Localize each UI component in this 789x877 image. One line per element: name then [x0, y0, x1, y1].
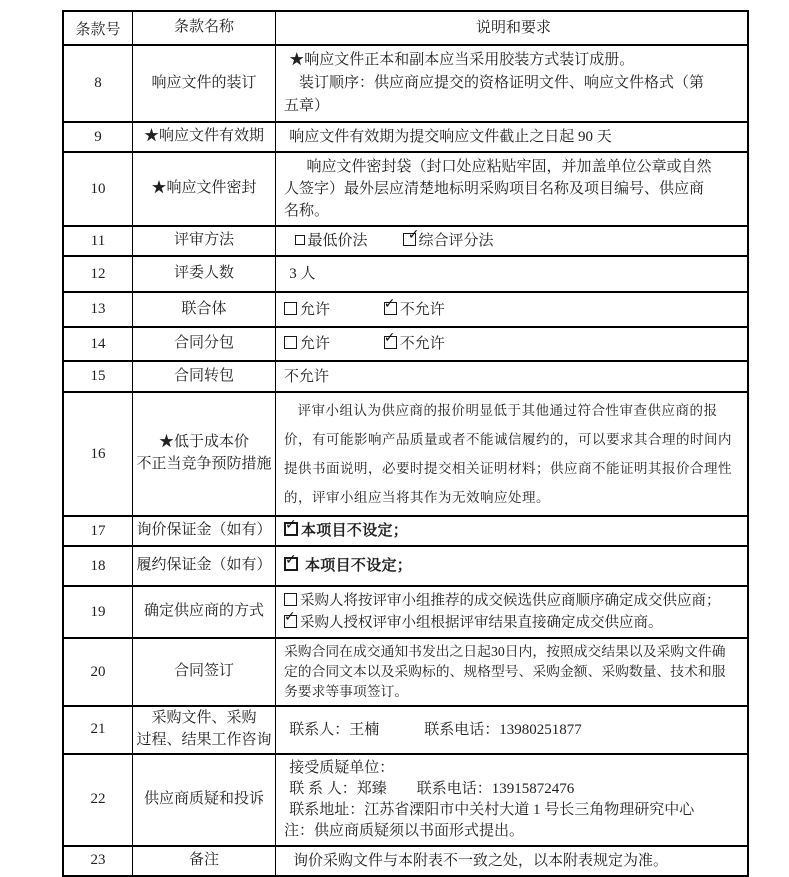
desc-line: 响应文件有效期为提交响应文件截止之日起 90 天 — [289, 129, 612, 145]
clause-number: 22 — [63, 754, 133, 846]
clause-number: 12 — [63, 256, 133, 292]
clause-number: 15 — [63, 361, 133, 392]
option-label: 不允许 — [399, 336, 445, 352]
desc-line: 务要求等事项签订。 — [284, 684, 409, 699]
clause-name-line: ★响应文件有效期 — [143, 128, 264, 145]
table-row — [63, 516, 748, 546]
table-row — [63, 152, 748, 226]
clause-name-line: ★响应文件密封 — [151, 180, 257, 197]
table-row — [63, 754, 748, 846]
option-not-set — [284, 552, 413, 577]
header-clause-desc: 说明和要求 — [276, 11, 749, 45]
table-row — [63, 586, 748, 638]
option-not-set — [284, 517, 409, 542]
desc-line: 联系地址：江苏省溧阳市中关村大道 1 号长三角物理研究中心 — [289, 801, 695, 818]
clause-description — [276, 638, 749, 706]
clause-description — [276, 846, 749, 876]
clause-name-line: 合同分包 — [173, 335, 234, 352]
clause-name-line: 采购文件、采购 — [151, 710, 257, 726]
table-row — [63, 45, 748, 122]
table-row — [63, 706, 748, 754]
checkbox-checked-icon: ✓ — [384, 302, 397, 315]
option-label: 本项目不设定； — [301, 522, 409, 539]
clause-number: 16 — [63, 392, 133, 516]
desc-line: 接受质疑单位： — [289, 759, 395, 776]
clause-number: 11 — [63, 226, 133, 256]
clause-name — [133, 638, 276, 706]
option-label: 最低价法 — [307, 233, 368, 249]
option-label: 不允许 — [399, 301, 445, 318]
option-lowest-price — [289, 230, 367, 252]
clause-name — [133, 586, 276, 638]
desc-line: 价，有可能影响产品质量或者不能诚信履约的，可以要求其合理的时间内 — [284, 432, 732, 447]
clause-number: 14 — [63, 327, 133, 361]
clause-name — [133, 392, 276, 516]
desc-line: 装订顺序：供应商应提交的资格证明文件、响应文件格式（第 — [299, 75, 705, 91]
checkbox-checked-icon: ✓ — [284, 557, 298, 571]
clause-name-line: 不正当竞争预防措施 — [136, 456, 272, 472]
checkbox-unchecked-icon — [284, 302, 297, 315]
option-label: 采购人授权评审小组根据评审结果直接确定成交供应商。 — [300, 615, 663, 631]
checkbox-checked-icon: ✓ — [384, 336, 397, 349]
desc-line: 人签字）最外层应清楚地标明采购项目名称及项目编号、供应商 — [284, 181, 705, 197]
desc-line: ★响应文件正本和副本应当采用胶装方式装订成册。 — [289, 52, 635, 68]
clause-name-line: 过程、结果工作咨询 — [136, 731, 272, 748]
clause-name-line: 供应商质疑和投诉 — [143, 790, 264, 807]
table-row — [63, 546, 748, 586]
option-label: 允许 — [300, 336, 331, 352]
checkbox-unchecked-icon — [295, 235, 305, 245]
clause-name — [133, 546, 276, 586]
desc-line: 询价采购文件与本附表不一致之处，以本附表规定为准。 — [293, 852, 669, 869]
clause-name-line: 联合体 — [181, 300, 227, 317]
option-allowed — [284, 333, 330, 355]
desc-line: 3 人 — [289, 266, 316, 282]
clause-description — [276, 361, 749, 392]
clause-description — [276, 706, 749, 754]
clause-description — [276, 256, 749, 292]
checkbox-checked-icon: ✓ — [284, 522, 298, 536]
clause-name-line: 履约保证金（如有） — [136, 557, 272, 574]
clause-description — [276, 392, 749, 516]
table-row — [63, 122, 748, 152]
header-clause-no: 条款号 — [63, 11, 133, 45]
clause-name — [133, 152, 276, 226]
clause-number: 8 — [63, 45, 133, 122]
desc-line: 评审小组认为供应商的报价明显低于其他通过符合性审查供应商的报 — [297, 403, 718, 418]
clause-name-line: 确定供应商的方式 — [143, 603, 264, 620]
clause-description — [276, 327, 749, 361]
clause-name — [133, 754, 276, 846]
clause-name — [133, 122, 276, 152]
clause-number: 20 — [63, 638, 133, 706]
clause-name-line: 合同签订 — [173, 663, 234, 680]
clause-description — [276, 122, 749, 152]
table-row — [63, 327, 748, 361]
clause-name — [133, 361, 276, 392]
table-row — [63, 846, 748, 876]
desc-line: 提供书面说明，必要时提交相关证明材料；供应商不能证明其报价合理性 — [284, 461, 732, 476]
clause-name — [133, 846, 276, 876]
clause-name — [133, 226, 276, 256]
clause-description — [276, 586, 749, 638]
table-row — [63, 256, 748, 292]
table-row — [63, 638, 748, 706]
desc-line: 名称。 — [284, 203, 330, 219]
clause-name — [133, 327, 276, 361]
clause-name — [133, 256, 276, 292]
checkbox-checked-icon: ✓ — [284, 615, 297, 628]
clause-name-line: 响应文件的装订 — [151, 74, 257, 91]
desc-line: 采购合同在成交通知书发出之日起30日内，按照成交结果以及采购文件确 — [284, 644, 726, 659]
option-label: 允许 — [300, 301, 331, 318]
header-clause-name: 条款名称 — [133, 11, 276, 45]
option-not-allowed — [383, 295, 445, 321]
clause-number: 9 — [63, 122, 133, 152]
checkbox-checked-icon: ✓ — [403, 233, 416, 246]
clause-name — [133, 706, 276, 754]
desc-line: 的，评审小组应当将其作为无效响应处理。 — [284, 490, 550, 505]
table-row — [63, 292, 748, 327]
option-authorized-direct — [284, 609, 743, 634]
table-row — [63, 226, 748, 256]
desc-line: 注：供应商质疑须以书面形式提出。 — [284, 822, 525, 839]
desc-line: 不允许 — [284, 368, 330, 385]
desc-line: 定的合同文本以及采购标的、规格型号、采购金额、采购数量、技术和服 — [284, 664, 726, 679]
clause-name-line: 询价保证金（如有） — [136, 522, 272, 539]
desc-line: 响应文件密封袋（封口处应粘贴牢固，并加盖单位公章或自然 — [306, 159, 712, 175]
clause-description — [276, 292, 749, 327]
clause-description — [276, 754, 749, 846]
clause-description — [276, 226, 749, 256]
clause-description — [276, 546, 749, 586]
table-row — [63, 361, 748, 392]
clause-name-line: 备注 — [188, 851, 219, 868]
clause-name — [133, 292, 276, 327]
option-label: 综合评分法 — [418, 233, 494, 249]
checkbox-unchecked-icon — [284, 593, 297, 606]
option-line — [284, 517, 743, 542]
clause-name-line: 评委人数 — [173, 265, 234, 282]
option-not-allowed — [383, 330, 445, 355]
clause-description — [276, 45, 749, 122]
desc-line: 联 系 人：郑臻 联系电话：13915872476 — [289, 780, 575, 797]
table-header-row — [63, 11, 748, 45]
clause-number: 13 — [63, 292, 133, 327]
option-line — [284, 227, 743, 252]
option-recommended-order — [284, 590, 743, 612]
clause-number: 17 — [63, 516, 133, 546]
clause-description — [276, 152, 749, 226]
option-label: 采购人将按评审小组推荐的成交候选供应商顺序确定成交供应商； — [300, 593, 721, 609]
clause-name-line: 评审方法 — [173, 232, 234, 249]
clause-number: 18 — [63, 546, 133, 586]
clause-description — [276, 516, 749, 546]
table-row — [63, 392, 748, 516]
desc-line: 联系人：王楠 联系电话：13980251877 — [289, 721, 582, 738]
clause-number: 10 — [63, 152, 133, 226]
clause-table — [62, 10, 749, 877]
desc-line: 五章） — [284, 98, 330, 114]
option-line — [284, 330, 743, 355]
option-allowed — [284, 299, 330, 321]
clause-number: 21 — [63, 706, 133, 754]
clause-number: 23 — [63, 846, 133, 876]
option-line — [284, 552, 743, 577]
option-label: 本项目不设定； — [305, 557, 413, 574]
clause-name — [133, 45, 276, 122]
option-line — [284, 295, 743, 321]
option-comprehensive-scoring — [397, 227, 494, 252]
checkbox-unchecked-icon — [284, 336, 297, 349]
clause-number: 19 — [63, 586, 133, 638]
clause-name — [133, 516, 276, 546]
clause-name-line: ★低于成本价 — [158, 434, 249, 451]
clause-name-line: 合同转包 — [173, 367, 234, 384]
